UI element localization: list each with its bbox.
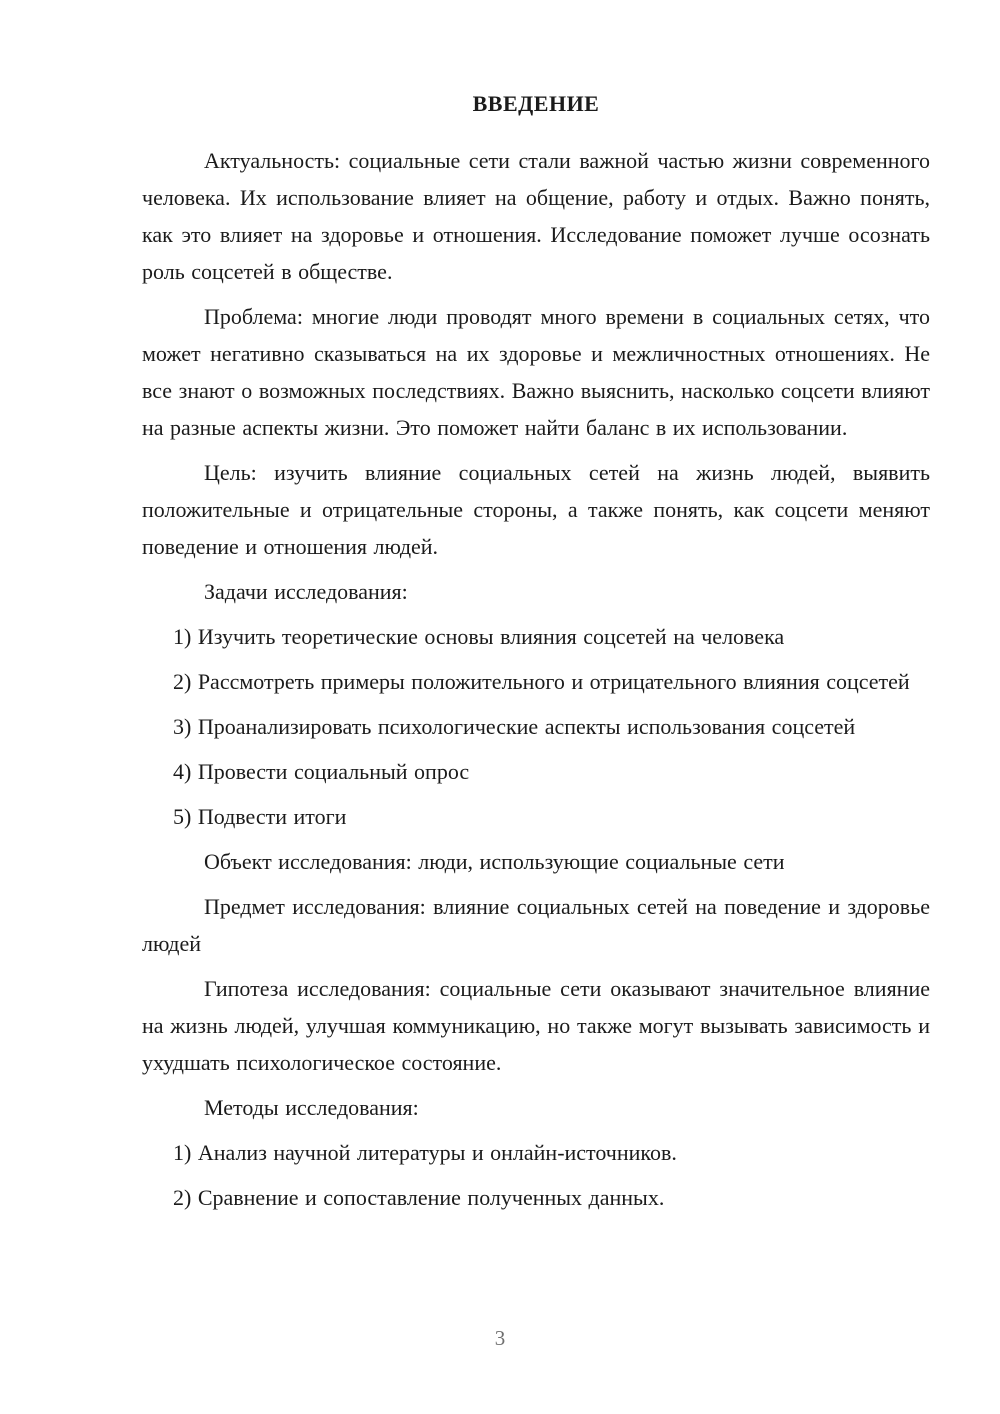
task-item-5: 5) Подвести итоги — [173, 804, 347, 829]
paragraph-obyekt: Объект исследования: люди, использующие социальные сети — [204, 849, 785, 874]
task-item-3: 3) Проанализировать психологические аспекты использования соцсетей — [173, 714, 856, 739]
method-item-1: 1) Анализ научной литературы и онлайн-источников. — [173, 1140, 677, 1165]
paragraph-gipoteza: Гипотеза исследования: социальные сети оказывают значительное влияние на жизнь людей, улучшая коммуникацию, но также могут вызывать зависимость и ухудшать психологическое состояние. — [142, 976, 930, 1075]
paragraph-aktualnost: Актуальность: социальные сети стали важной частью жизни современного человека. Их использование влияет на общение, работу и отдых. Важно понять, как это влияет на здоровье и отношения. Исследование поможет лучше осознать роль соцсетей в обществе. — [142, 148, 930, 284]
paragraph-predmet: Предмет исследования: влияние социальных сетей на поведение и здоровье людей — [142, 894, 930, 956]
task-item-2: 2) Рассмотреть примеры положительного и отрицательного влияния соцсетей — [173, 669, 910, 694]
page-number: 3 — [494, 1326, 506, 1350]
method-item-2: 2) Сравнение и сопоставление полученных данных. — [173, 1185, 665, 1210]
page-title: ВВЕДЕНИЕ — [472, 91, 600, 116]
paragraph-problema: Проблема: многие люди проводят много времени в социальных сетях, что может негативно сказываться на их здоровье и межличностных отношениях. Не все знают о возможных последствиях. Важно выяснить, насколько соцсети влияют на разные аспекты жизни. Это поможет найти баланс в их использовании. — [142, 304, 930, 440]
paragraph-zadachi-heading: Задачи исследования: — [204, 579, 408, 604]
task-item-1: 1) Изучить теоретические основы влияния соцсетей на человека — [173, 624, 785, 649]
paragraph-cel: Цель: изучить влияние социальных сетей на жизнь людей, выявить положительные и отрицательные стороны, а также понять, как соцсети меняют поведение и отношения людей. — [142, 460, 930, 559]
task-item-4: 4) Провести социальный опрос — [173, 759, 470, 784]
paragraph-metody-heading: Методы исследования: — [204, 1095, 419, 1120]
